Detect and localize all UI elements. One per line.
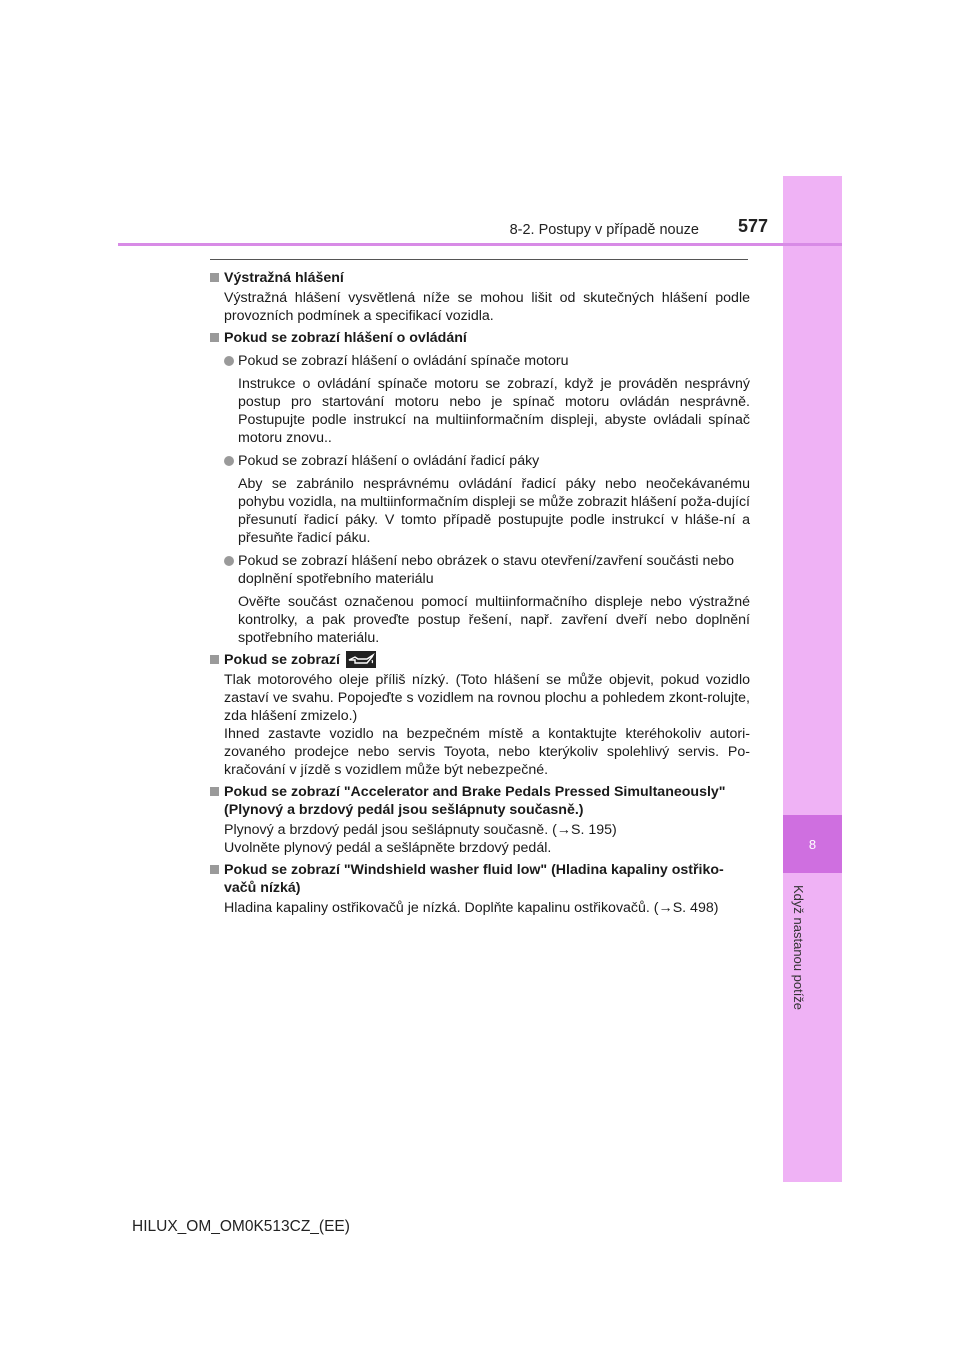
section-heading: Pokud se zobrazí "Windshield washer fluid low" (Hladina kapaliny ostřiko-vačů nízká) xyxy=(210,861,750,897)
circle-bullet-icon xyxy=(224,556,234,566)
section-title: 8-2. Postupy v případě nouze xyxy=(509,222,699,238)
square-bullet-icon xyxy=(210,333,219,342)
section-heading: Výstražná hlášení xyxy=(210,269,750,287)
bullet-heading: Pokud se zobrazí hlášení o ovládání řadicí páky xyxy=(210,452,750,470)
page-content xyxy=(210,265,750,917)
content-top-rule xyxy=(210,259,748,260)
bullet-heading: Pokud se zobrazí hlášení o ovládání spínače motoru xyxy=(210,352,750,370)
paragraph: Plynový a brzdový pedál jsou sešlápnuty současně. (→S. 195) xyxy=(224,822,617,838)
paragraph: Hladina kapaliny ostřikovačů je nízká. Doplňte kapalinu ostřikovačů. (→S. 498) xyxy=(224,900,719,916)
square-bullet-icon xyxy=(210,865,219,874)
bullet-paragraph: Instrukce o ovládání spínače motoru se zobrazí, když je prováděn nesprávný postup pro startování motoru nebo je spínač motoru ovládán nesprávně. Postupujte podle instrukcí na multiinformačním displeji, abyste ovládali spínač motoru znovu.. xyxy=(238,376,750,446)
section-heading: Pokud se zobrazí "Accelerator and Brake Pedals Pressed Simultaneously" (Plynový a brzdový pedál jsou sešlápnuty současně.) xyxy=(210,783,750,819)
bullet-paragraph: Ověřte součást označenou pomocí multiinformačního displeje nebo výstražné kontrolky, a pak proveďte postup řešení, např. zavření dveří nebo doplnění spotřebního materiálu. xyxy=(238,594,750,646)
square-bullet-icon xyxy=(210,787,219,796)
document-id: HILUX_OM_OM0K513CZ_(EE) xyxy=(132,1218,350,1235)
square-bullet-icon xyxy=(210,273,219,282)
page-number: 577 xyxy=(738,216,769,236)
side-chapter-tab xyxy=(783,176,842,1182)
chapter-title: Když nastanou potíže xyxy=(791,885,806,1011)
section-heading: Pokud se zobrazí xyxy=(210,651,750,669)
section-heading: Pokud se zobrazí hlášení o ovládání xyxy=(210,329,750,347)
circle-bullet-icon xyxy=(224,456,234,466)
paragraph: Výstražná hlášení vysvětlená níže se mohou lišit od skutečných hlášení podle provozních podmínek a specifikací vozidla. xyxy=(224,290,750,324)
paragraph: Tlak motorového oleje příliš nízký. (Toto hlášení se může objevit, pokud vozidlo zastaví ve svahu. Popojeďte s vozidlem na rovnou plochu a pohledem zkont-rolujte, zda hlášení zmizelo.) xyxy=(224,672,750,724)
bullet-paragraph: Aby se zabránilo nesprávnému ovládání řadicí páky nebo neočekávanému pohybu vozidla, na multiinformačním displeji se může zobrazit hlášení poža-dující přesunutí řadicí páky. V tomto případě postupujte podle instrukcí v hláše-ní a přesuňte řadicí páku. xyxy=(238,476,750,546)
header-divider xyxy=(118,243,842,246)
square-bullet-icon xyxy=(210,655,219,664)
circle-bullet-icon xyxy=(224,356,234,366)
chapter-number: 8 xyxy=(783,815,842,873)
bullet-heading: Pokud se zobrazí hlášení nebo obrázek o stavu otevření/zavření součásti nebo doplnění spotřebního materiálu xyxy=(210,552,750,588)
paragraph: Ihned zastavte vozidlo na bezpečném místě a kontaktujte kteréhokoliv autori-zovaného prodejce nebo servis Toyota, nebo kterýkoliv spolehlivý servis. Po-kračování v jízdě s vozidlem může být nebezpečné. xyxy=(224,726,750,778)
paragraph: Uvolněte plynový pedál a sešlápněte brzdový pedál. xyxy=(224,840,552,856)
oil-pressure-icon xyxy=(346,651,376,668)
